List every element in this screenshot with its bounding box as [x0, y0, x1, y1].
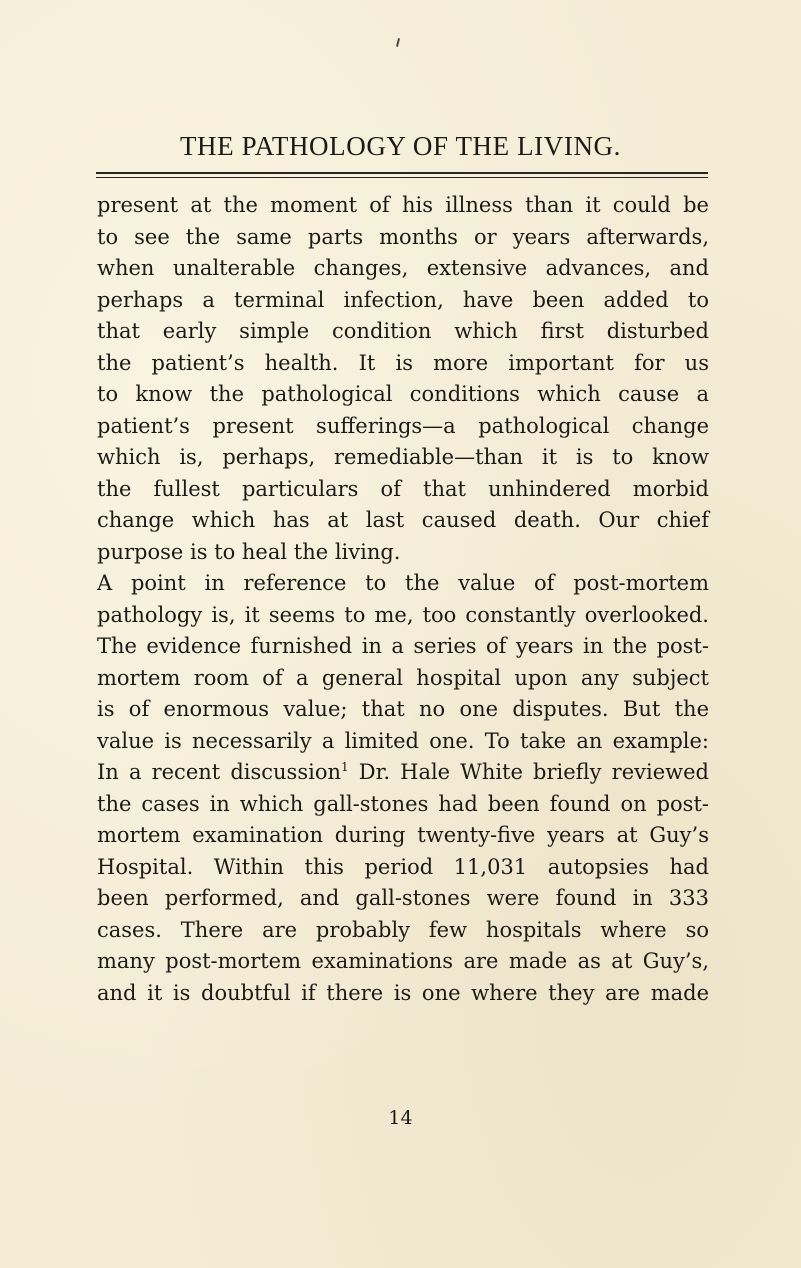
- print-speck: [396, 38, 400, 47]
- text-line: which is, perhaps, remediable—than it is to know: [97, 445, 709, 469]
- text-line: perhaps a terminal infection, have been added to: [97, 287, 709, 312]
- text-line: the patient’s health. It is more important for us: [97, 350, 709, 375]
- paragraph-first-line: A point in reference to the value of post-mortem: [97, 571, 709, 595]
- text-line: change which has at last caused death. Our chief: [97, 508, 709, 532]
- text-line: many post-mortem examinations are made as at Guy’s,: [97, 949, 709, 973]
- text-line: mortem room of a general hospital upon any subject: [97, 665, 709, 690]
- text-line: to see the same parts months or years afterwards,: [97, 224, 709, 249]
- text-line: purpose is to heal the living.: [97, 539, 401, 564]
- text-line: cases. There are probably few hospitals where so: [97, 917, 709, 942]
- text-line: patient’s present sufferings—a pathological change: [97, 413, 709, 438]
- text-line: been performed, and gall-stones were found in 333: [97, 886, 709, 910]
- body-text: [97, 190, 709, 1009]
- text-line: value is necessarily a limited one. To take an example:: [97, 728, 709, 753]
- text-line: the cases in which gall-stones had been found on post-: [97, 791, 709, 816]
- footnote-marker[interactable]: 1: [341, 760, 349, 774]
- text-line: to know the pathological conditions which cause a: [97, 382, 709, 406]
- text-line: the fullest particulars of that unhindered morbid: [97, 476, 709, 501]
- text-line: when unalterable changes, extensive advances, and: [97, 256, 709, 280]
- text-line: Hospital. Within this period 11,031 autopsies had: [97, 854, 709, 879]
- text-line: The evidence furnished in a series of years in the post-: [97, 634, 709, 658]
- running-head: THE PATHOLOGY OF THE LIVING.: [179, 131, 622, 161]
- text-line: pathology is, it seems to me, too constantly overlooked.: [97, 602, 709, 627]
- line-text: Dr. Hale White briefly reviewed: [348, 760, 709, 784]
- text-line: is of enormous value; that no one disputes. But the: [97, 697, 709, 721]
- text-line: present at the moment of his illness than it could be: [97, 193, 709, 217]
- header-double-rule: [96, 172, 708, 178]
- text-line: that early simple condition which first disturbed: [97, 319, 709, 343]
- text-line: and it is doubtful if there is one where they are made: [97, 980, 709, 1005]
- text-line-with-footnote: [97, 757, 709, 789]
- line-text: In a recent discussion: [97, 760, 341, 784]
- page-number: 14: [388, 1107, 413, 1129]
- text-line: mortem examination during twenty-five years at Guy’s: [97, 823, 709, 847]
